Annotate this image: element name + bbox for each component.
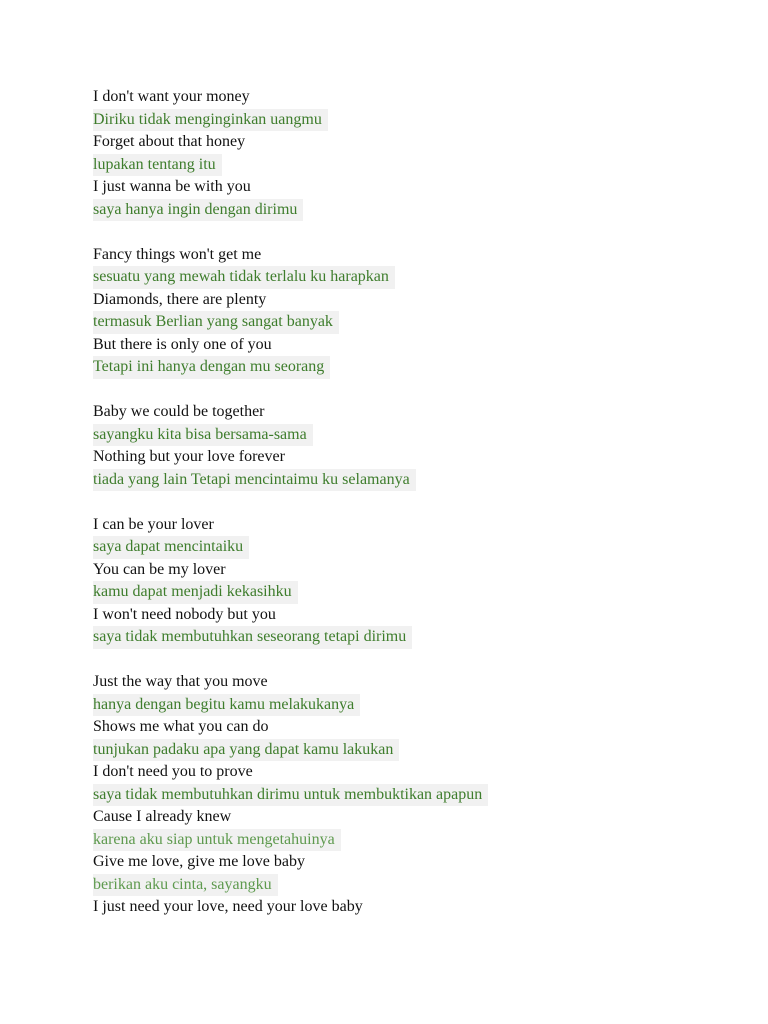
lyric-line-english	[93, 86, 733, 109]
lyric-line-english	[93, 761, 733, 784]
lyric-line-translation	[93, 266, 733, 289]
lyric-text: kamu dapat menjadi kekasihku	[93, 581, 298, 604]
lyric-line-english	[93, 334, 733, 357]
lyric-text: saya hanya ingin dengan dirimu	[93, 199, 303, 222]
lyric-text: I just need your love, need your love baby	[93, 898, 363, 915]
lyric-line-translation	[93, 109, 733, 132]
lyric-text: Baby we could be together	[93, 403, 265, 420]
lyric-line-translation	[93, 154, 733, 177]
lyric-text: saya tidak membutuhkan dirimu untuk membuktikan apapun	[93, 784, 488, 807]
lyric-text: I don't want your money	[93, 88, 250, 105]
lyric-text: tunjukan padaku apa yang dapat kamu lakukan	[93, 739, 399, 762]
lyric-line-translation	[93, 469, 733, 492]
lyric-line-translation	[93, 536, 733, 559]
lyric-text: Give me love, give me love baby	[93, 853, 305, 870]
lyric-text: Tetapi ini hanya dengan mu seorang	[93, 356, 330, 379]
lyric-stanza	[93, 86, 733, 221]
lyric-text: saya dapat mencintaiku	[93, 536, 249, 559]
lyrics-document	[93, 86, 733, 941]
lyric-line-translation	[93, 874, 733, 897]
lyric-line-translation	[93, 784, 733, 807]
lyric-line-english	[93, 289, 733, 312]
lyric-text: tiada yang lain Tetapi mencintaimu ku selamanya	[93, 469, 416, 492]
lyric-text: Fancy things won't get me	[93, 245, 262, 263]
lyric-line-translation	[93, 424, 733, 447]
lyric-text: I don't need you to prove	[93, 763, 253, 780]
lyric-text: You can be my lover	[93, 560, 226, 578]
lyric-text: Diamonds, there are plenty	[93, 290, 267, 308]
lyric-text: Cause I already knew	[93, 808, 232, 825]
lyric-line-english	[93, 401, 733, 424]
lyric-line-translation	[93, 581, 733, 604]
lyric-text: berikan aku cinta, sayangku	[93, 874, 278, 897]
lyric-text: hanya dengan begitu kamu melakukanya	[93, 694, 360, 717]
lyric-text: lupakan tentang itu	[93, 154, 222, 177]
lyric-text: I can be your lover	[93, 515, 214, 533]
lyric-text: termasuk Berlian yang sangat banyak	[93, 311, 339, 334]
lyric-text: karena aku siap untuk mengetahuinya	[93, 829, 341, 852]
lyric-text: Nothing but your love forever	[93, 448, 285, 465]
lyric-line-translation	[93, 311, 733, 334]
lyric-line-english	[93, 176, 733, 199]
lyric-line-english	[93, 604, 733, 627]
lyric-line-english	[93, 896, 733, 919]
lyric-line-translation	[93, 739, 733, 762]
lyric-line-english	[93, 131, 733, 154]
lyric-text: Forget about that honey	[93, 133, 246, 150]
lyric-line-translation	[93, 356, 733, 379]
lyric-line-translation	[93, 829, 733, 852]
lyric-stanza	[93, 244, 733, 379]
lyric-text: sesuatu yang mewah tidak terlalu ku harapkan	[93, 266, 395, 289]
lyric-line-translation	[93, 626, 733, 649]
lyric-text: Just the way that you move	[93, 673, 268, 690]
lyric-stanza	[93, 514, 733, 649]
lyric-line-translation	[93, 199, 733, 222]
lyric-text: I just wanna be with you	[93, 178, 251, 195]
lyric-line-english	[93, 671, 733, 694]
lyric-line-english	[93, 514, 733, 537]
lyric-line-english	[93, 244, 733, 267]
lyric-line-english	[93, 851, 733, 874]
lyric-line-english	[93, 559, 733, 582]
lyric-text: sayangku kita bisa bersama-sama	[93, 424, 313, 447]
lyric-line-english	[93, 806, 733, 829]
lyric-text: But there is only one of you	[93, 335, 272, 353]
lyric-stanza	[93, 401, 733, 491]
lyric-text: Diriku tidak menginginkan uangmu	[93, 109, 328, 132]
lyric-text: Shows me what you can do	[93, 718, 269, 735]
lyric-text: saya tidak membutuhkan seseorang tetapi dirimu	[93, 626, 412, 649]
lyric-line-english	[93, 716, 733, 739]
lyric-line-english	[93, 446, 733, 469]
lyric-text: I won't need nobody but you	[93, 605, 276, 623]
lyric-line-translation	[93, 694, 733, 717]
lyric-stanza	[93, 671, 733, 919]
